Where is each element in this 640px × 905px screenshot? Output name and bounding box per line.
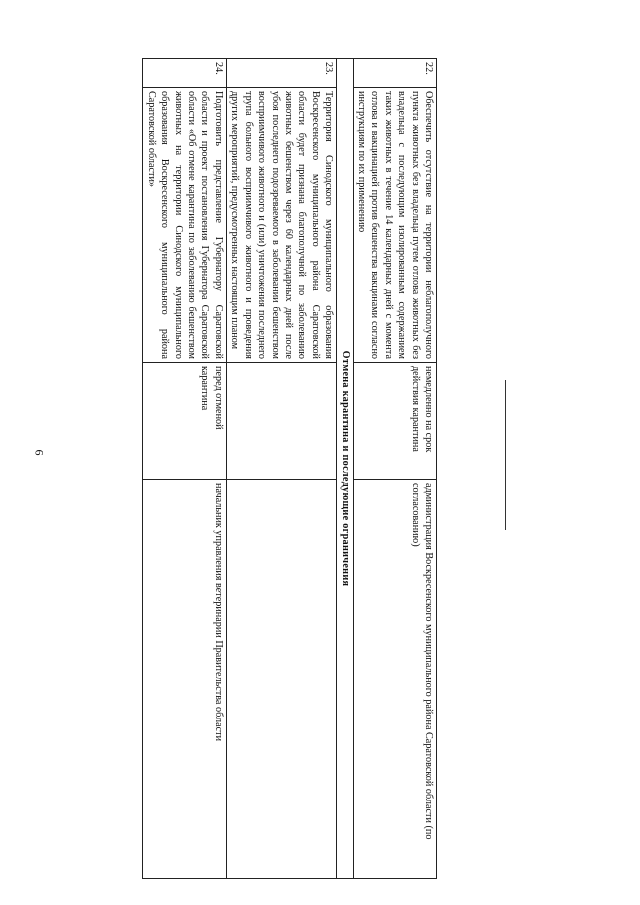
row-task: Подготовить представление Губернатору Саратовской области и проект постановления Губернатора Саратовской области «Об отмене карантина по заболеванию бешенством животных на территории Синодского муниципального образования Воскресенского муниципального района Саратовской области»: [143, 88, 226, 363]
table-row: [226, 59, 336, 879]
row-term: перед отменой карантина: [143, 363, 226, 480]
row-task: Территория Синодского муниципального образования Воскресенского муниципального района Саратовской области будет признана благополучной по заболеванию животных бешенством через 60 календарных дней после убоя последнего подозреваемого в заболевании бешенством восприимчивого животного и (или) уничтожения последнего трупа больного восприимчивого животного и проведения других мероприятий, предусмотренных настоящим планом: [226, 88, 336, 363]
measures-table: [142, 58, 437, 879]
page-number: 6: [32, 449, 47, 456]
row-task: Обеспечить отсутствие на территории неблагополучного пункта животных без владельца путем отлова животных без владельца с последующим изолированным содержанием таких животных в течение 14 календарных дней с момента отлова и вакцинацией против бешенства вакцинами согласно инструкциям по их применению: [353, 88, 436, 363]
section-title: Отмена карантина и последующие ограничения: [337, 59, 353, 879]
footer-divider: [505, 380, 506, 530]
row-responsible: администрация Воскресенского муниципального района Саратовской области (по согласованию): [353, 480, 436, 879]
row-term: [226, 363, 336, 480]
row-term: немедленно на срок действия карантина: [353, 363, 436, 480]
section-header-row: [337, 59, 353, 879]
row-number: 22.: [353, 59, 436, 88]
row-responsible: [226, 480, 336, 879]
table-container: [80, 58, 437, 850]
row-responsible: начальник управления ветеринарии Правительства области: [143, 480, 226, 879]
row-number: 23.: [226, 59, 336, 88]
row-number: 24.: [143, 59, 226, 88]
table-row: [143, 59, 226, 879]
table-row: [353, 59, 436, 879]
